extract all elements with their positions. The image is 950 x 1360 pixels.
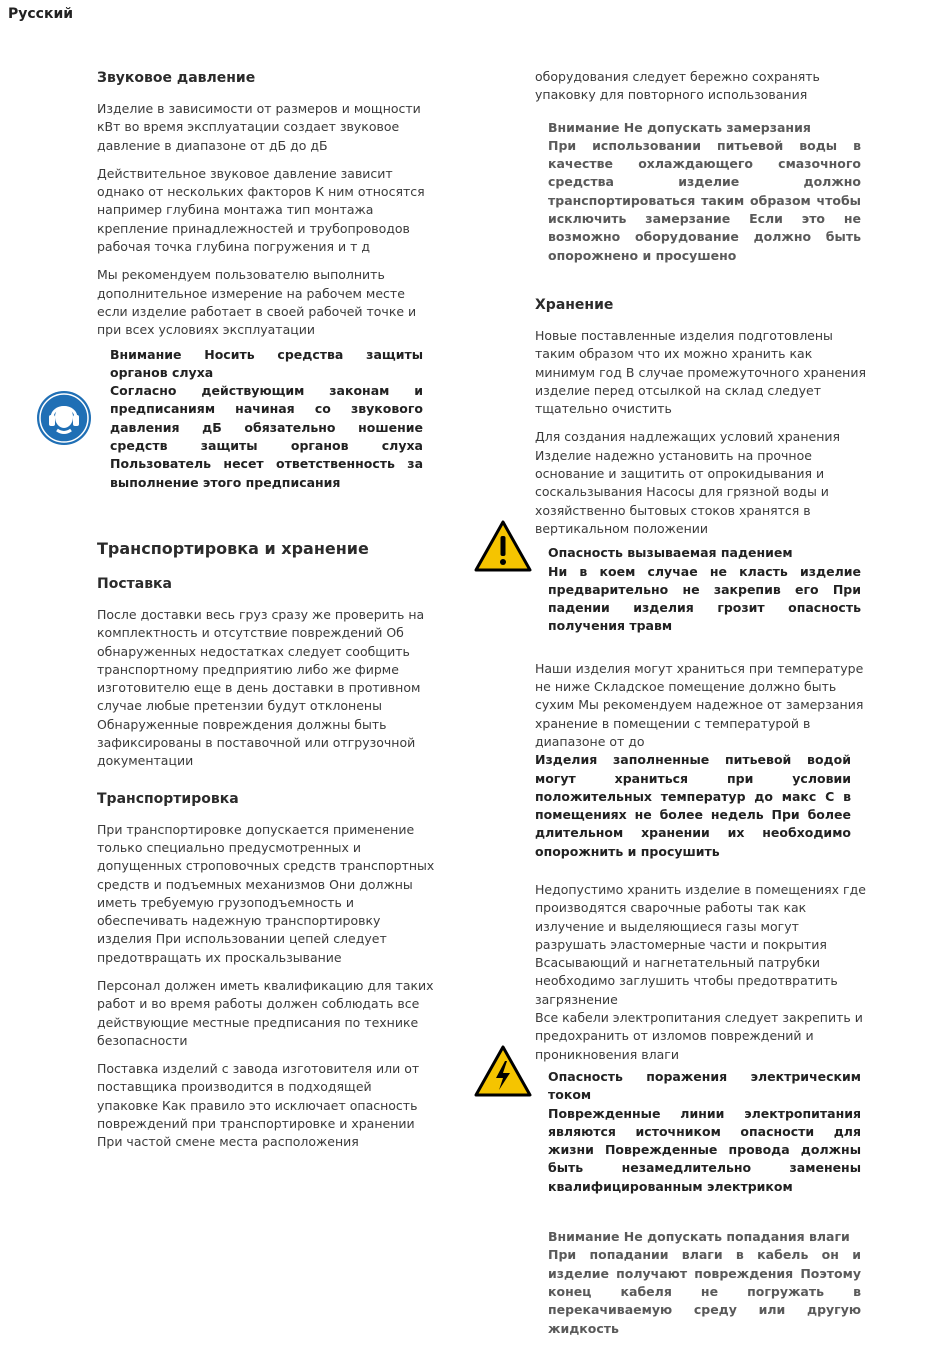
notice-title: Опасность вызываемая падением	[548, 545, 793, 561]
paragraph: После доставки весь груз сразу же проверить на комплектность и отсутствие повреждений Об обнаруженных недостатках следует сообщить транспортному предприятию либо же фирме изготовителю еще в день доставки в противном случае любые претензии будут отклонены Обнаруженные повреждения должны быть зафиксированы в поставочной или отгрузочной документации	[97, 606, 425, 769]
hearing-protection-notice	[110, 346, 423, 492]
ear-protection-icon	[36, 390, 92, 450]
paragraph: Всасывающий и нагнетательный патрубки необходимо заглушить чтобы предотвратить загрязнение	[535, 955, 838, 1007]
paragraph: Изделие в зависимости от размеров и мощности кВт во время эксплуатации создает звуковое давление в диапазоне от дБ до дБ	[97, 101, 421, 153]
left-column	[97, 68, 435, 1162]
paragraph: Все кабели электропитания следует закрепить и предохранить от изломов повреждений и проникновения влаги	[535, 1010, 863, 1062]
moisture-notice	[548, 1228, 861, 1338]
notice-title: Внимание Не допускать замерзания	[548, 119, 811, 135]
section-heading-transport: Транспортировка	[97, 790, 239, 807]
notice-body: При попадании влаги в кабель он и изделие получают повреждения Поэтому конец кабеля не погружать в перекачиваемую среду или другую жидкость	[548, 1247, 861, 1336]
paragraph: Действительное звуковое давление зависит однако от нескольких факторов К ним относятся например глубина монтажа тип монтажа крепление принадлежностей и трубопроводов рабочая точка глубина погружения и т д	[97, 165, 425, 255]
section-heading-delivery: Поставка	[97, 575, 173, 592]
language-label: Русский	[8, 6, 74, 22]
notice-body: Согласно действующим законам и предписаниям начиная со звукового давления дБ обязательно ношение средств защиты органов слуха Пользователь несет ответственность за выполнение этого предписания	[110, 383, 423, 490]
paragraph: Недопустимо хранить изделие в помещениях где производятся сварочные работы так как излучение и выделяющиеся газы могут разрушать эластомерные части и покрытия	[535, 881, 866, 952]
fall-hazard-notice	[548, 544, 861, 635]
paragraph: Наши изделия могут храниться при температуре не ниже Складское помещение должно быть сухим Мы рекомендуем надежное от замерзания хранение в помещении с температурой в диапазоне от до	[535, 660, 864, 749]
paragraph: оборудования следует бережно сохранять упаковку для повторного использования	[535, 69, 820, 103]
warning-icon	[474, 520, 532, 576]
section-heading-storage: Хранение	[535, 296, 614, 313]
paragraph: Новые поставленные изделия подготовлены таким образом что их можно хранить как минимум год В случае промежуточного хранения изделие перед отсылкой на склад следует тщательно очистить	[535, 327, 866, 417]
notice-body: Поврежденные линии электропитания являются источником опасности для жизни Поврежденные провода должны быть незамедлительно заменены квалифицированным электриком	[548, 1105, 861, 1194]
notice-title: Внимание Не допускать попадания влаги	[548, 1229, 850, 1245]
notice-title: Внимание Носить средства защиты органов слуха	[110, 346, 423, 380]
paragraph: Персонал должен иметь квалификацию для таких работ и во время работы должен соблюдать все действующие местные предписания по технике безопасности	[97, 977, 434, 1048]
paragraph: Мы рекомендуем пользователю выполнить дополнительное измерение на рабочем месте если изделие работает в своей рабочей точке и при всех условиях эксплуатации	[97, 267, 417, 338]
notice-title: Опасность поражения электрическим током	[548, 1068, 861, 1103]
notice-body: При использовании питьевой воды в качестве охлаждающего смазочного средства изделие должно транспортироваться таким образом чтобы исключить замерзание Если это не возможно оборудование должно быть опорожнено и просушено	[548, 137, 861, 263]
right-column	[535, 68, 873, 1338]
paragraph: При транспортировке допускается применение только специально предусмотренных и допущенных строповочных средств транспортных средств и подъемных механизмов Они должны иметь требуемую грузоподъемность и обеспечивать надежную транспортировку изделия При использовании цепей следует предотвращать их проскальзывание	[97, 821, 435, 965]
paragraph-bold: Изделия заполненные питьевой водой могут храниться при условии положительных температур до макс С в помещениях не более недель При более длительном хранении их необходимо опорожнить и просушить	[535, 752, 851, 859]
electric-hazard-icon	[474, 1045, 532, 1101]
notice-body: Ни в коем случае не класть изделие предварительно не закрепив его При падении изделия грозит опасность получения травм	[548, 563, 861, 634]
paragraph: Для создания надлежащих условий хранения Изделие надежно установить на прочное основание и защитить от опрокидывания и соскальзывания Насосы для грязной воды и хозяйственно бытовых стоков хранятся в вертикальном положении	[535, 429, 841, 536]
paragraph: Поставка изделий с завода изготовителя или от поставщика производится в подходящей упаковке Как правило это исключает опасность повреждений при транспортировке и хранении При частой смене места расположения	[97, 1061, 420, 1150]
electric-hazard-notice	[548, 1068, 861, 1196]
chapter-heading: Транспортировка и хранение	[97, 538, 369, 558]
section-heading-sound: Звуковое давление	[97, 70, 256, 86]
frost-notice	[548, 119, 861, 265]
